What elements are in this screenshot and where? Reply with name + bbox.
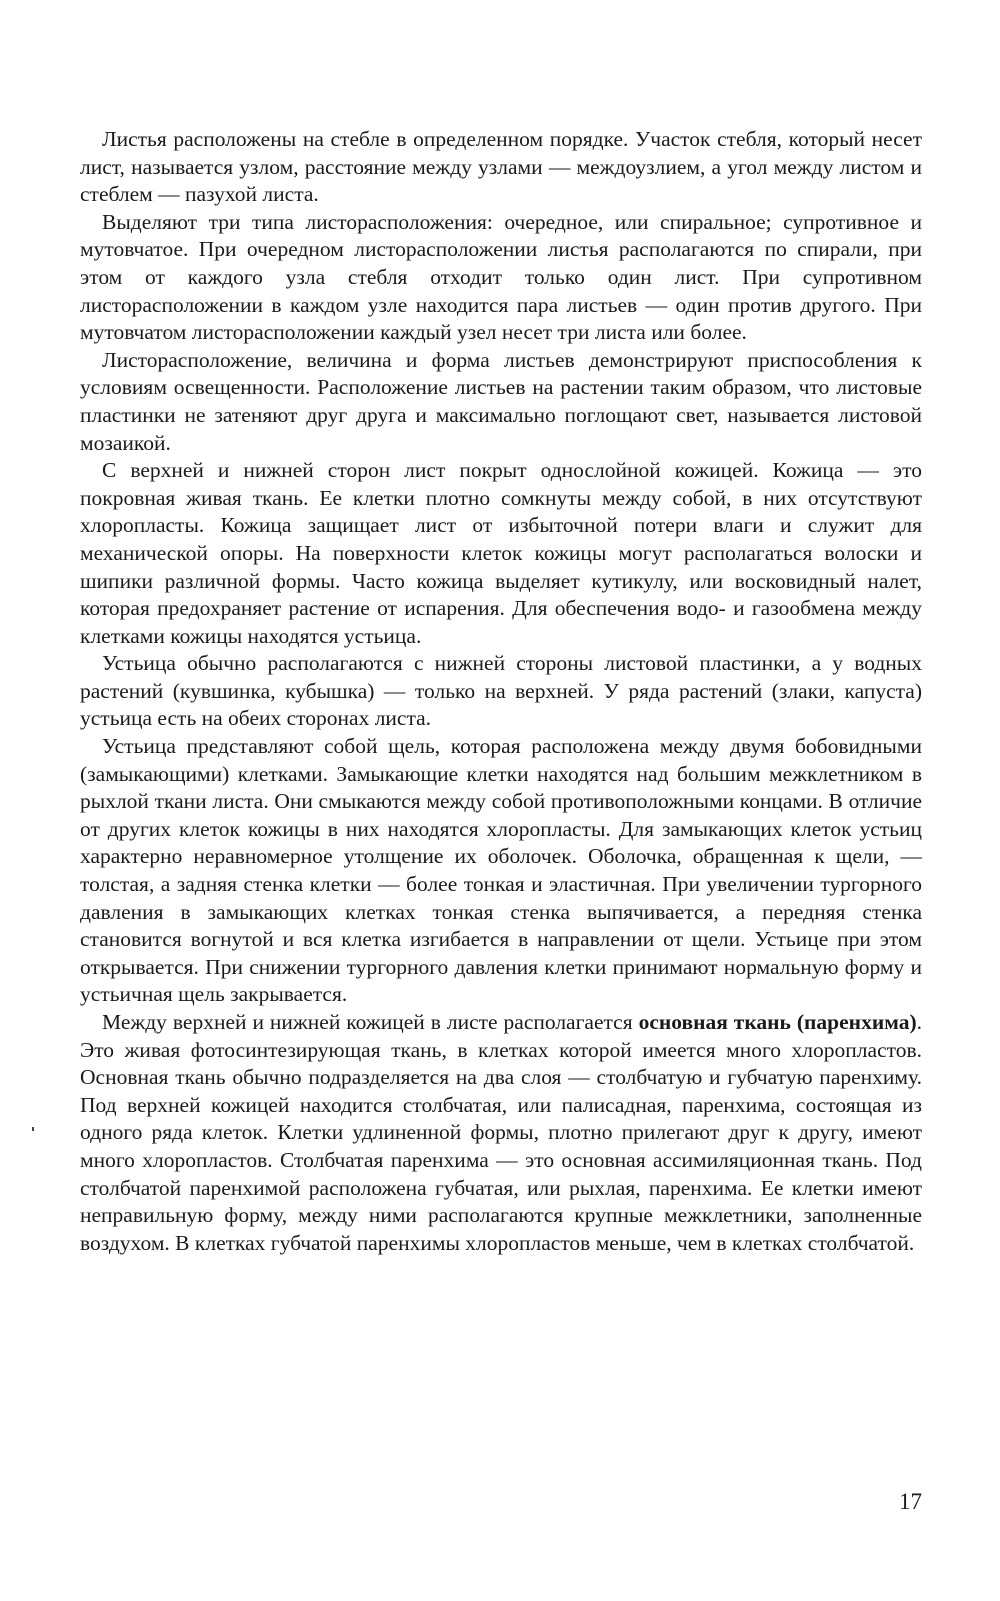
paragraph-leaf-arrangement: Листья расположены на стебле в определенном порядке. Участок стебля, который несет лист, называется узлом, расстояние между узлами — междоузлием, а угол между листом и стеблем — пазухой листа. xyxy=(80,127,922,207)
parenchyma-rest: . Это живая фотосинтезирующая ткань, в клетках которой имеется много хлоропластов. Основная ткань обычно подразделяется на два слоя — столбчатую и губчатую паренхиму. Под верхней кожицей находится столбчатая, или палисадная, паренхима, состоящая из одного ряда клеток. Клетки удлиненной формы, плотно прилегают друг к другу, имеют много хлоропластов. Столбчатая паренхима — это основная ассимиляционная ткань. Под столбчатой паренхимой расположена губчатая, или рыхлая, паренхима. Ее клетки имеют неправильную форму, между ними располагаются крупные межклетники, заполненные воздухом. В клетках губчатой паренхимы хлоропластов меньше, чем в клетках столбчатой. xyxy=(80,1010,922,1255)
margin-speck xyxy=(32,1127,34,1131)
paragraph-parenchyma xyxy=(80,1009,922,1257)
parenchyma-lead: Между верхней и нижней кожицей в листе располагается xyxy=(102,1010,639,1034)
paragraph-arrangement-types: Выделяют три типа листорасположения: очередное, или спиральное; супротивное и мутовчатое. При очередном листорасположении листья располагаются по спирали, при этом от каждого узла стебля отходит только один лист. При супротивном листорасположении в каждом узле находится пара листьев — один против другого. При мутовчатом листорасположении каждый узел несет три листа или более. xyxy=(80,209,922,345)
paragraph-epidermis: С верхней и нижней сторон лист покрыт однослойной кожицей. Кожица — это покровная живая ткань. Ее клетки плотно сомкнуты между собой, в них отсутствуют хлоропласты. Кожица защищает лист от избыточной потери влаги и служит для механической опоры. На поверхности клеток кожицы могут располагаться волоски и шипики различной формы. Часто кожица выделяет кутикулу, или восковидный налет, которая предохраняет растение от испарения. Для обеспечения водо- и газообмена между клетками кожицы находятся устьица. xyxy=(80,458,922,648)
paragraph-stomata-structure: Устьица представляют собой щель, которая расположена между двумя бобовидными (замыкающими) клетками. Замыкающие клетки находятся над большим межклетником в рыхлой ткани листа. Они смыкаются между собой противоположными концами. В отличие от других клеток кожицы в них находятся хлоропласты. Для замыкающих клеток устьиц характерно неравномерное утолщение их оболочек. Оболочка, обращенная к щели, — толстая, а задняя стенка клетки — более тонкая и эластичная. При увеличении тургорного давления в замыкающих клетках тонкая стенка выпячивается, а передняя стенка становится вогнутой и вся клетка изгибается в направлении от щели. Устьице при этом открывается. При снижении тургорного давления клетки принимают нормальную форму и устьичная щель закрывается. xyxy=(80,734,922,1007)
parenchyma-term: основная ткань (паренхима) xyxy=(638,1010,917,1034)
paragraph-stomata-location: Устьица обычно располагаются с нижней стороны листовой пластинки, а у водных растений (кувшинка, кубышка) — только на верхней. У ряда растений (злаки, капуста) устьица есть на обеих сторонах листа. xyxy=(80,651,922,731)
page-number: 17 xyxy=(899,1489,922,1514)
paragraph-leaf-mosaic: Листорасположение, величина и форма листьев демонстрируют приспособления к условиям освещенности. Расположение листьев на растении таким образом, что листовые пластинки не затеняют друг друга и максимально поглощают свет, называется листовой мозаикой. xyxy=(80,347,922,455)
body-text xyxy=(80,126,922,1257)
